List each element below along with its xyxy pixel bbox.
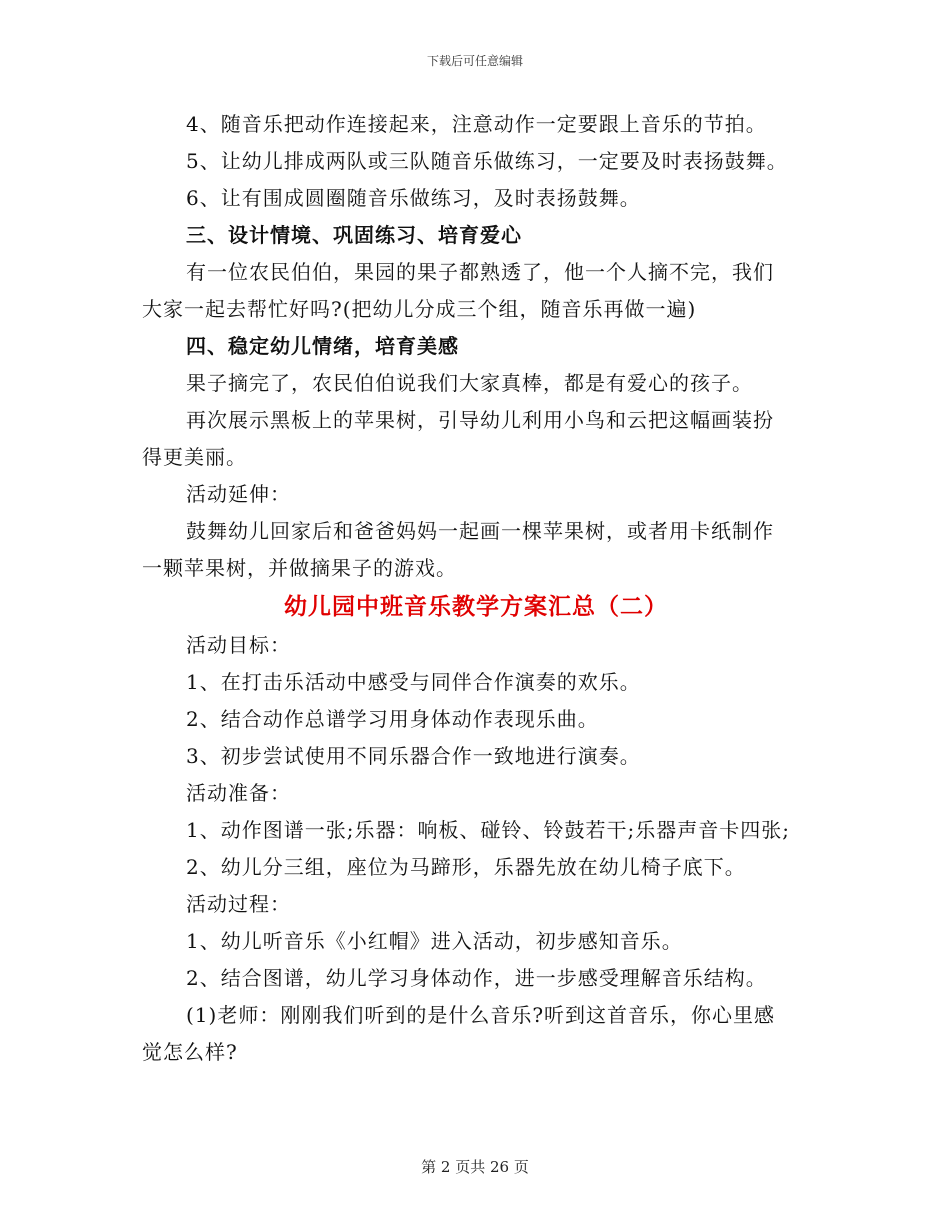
list-item: 1、动作图谱一张;乐器：响板、碰铃、铃鼓若干;乐器声音卡四张; [186, 818, 790, 842]
section-heading-4: 四、稳定幼儿情绪，培育美感 [186, 334, 459, 358]
paragraph-line: (1)老师：刚刚我们听到的是什么音乐?听到这首音乐，你心里感 [186, 1003, 776, 1027]
section-heading-3: 三、设计情境、巩固练习、培育爱心 [186, 223, 522, 247]
paragraph-line: 一颗苹果树，并做摘果子的游戏。 [142, 556, 457, 580]
paragraph-line: 再次展示黑板上的苹果树，引导幼儿利用小鸟和云把这幅画装扮 [186, 408, 774, 432]
document-body [142, 106, 810, 1071]
list-item: 6、让有围成圆圈随音乐做练习，及时表扬鼓舞。 [186, 186, 641, 210]
list-item: 5、让幼儿排成两队或三队随音乐做练习，一定要及时表扬鼓舞。 [186, 149, 788, 173]
paragraph-line: 大家一起去帮忙好吗?(把幼儿分成三个组，随音乐再做一遍) [142, 297, 697, 321]
list-item: 1、在打击乐活动中感受与同伴合作演奏的欢乐。 [186, 670, 641, 694]
activity-preparation-label: 活动准备： [186, 781, 291, 805]
list-item: 4、随音乐把动作连接起来，注意动作一定要跟上音乐的节拍。 [186, 112, 767, 136]
paragraph-line: 有一位农民伯伯，果园的果子都熟透了，他一个人摘不完，我们 [186, 260, 774, 284]
list-item: 2、幼儿分三组，座位为马蹄形，乐器先放在幼儿椅子底下。 [186, 855, 746, 879]
paragraph-line: 果子摘完了，农民伯伯说我们大家真棒，都是有爱心的孩子。 [186, 371, 753, 395]
list-item: 2、结合图谱，幼儿学习身体动作，进一步感受理解音乐结构。 [186, 966, 767, 990]
list-item: 3、初步尝试使用不同乐器合作一致地进行演奏。 [186, 744, 641, 768]
paragraph-line: 得更美丽。 [142, 445, 247, 469]
activity-extension-label: 活动延伸： [186, 482, 291, 506]
activity-goal-label: 活动目标： [186, 633, 291, 657]
paragraph-line: 觉怎么样? [142, 1040, 238, 1064]
page-footer: 第 2 页共 26 页 [421, 1158, 529, 1176]
page-header: 下载后可任意编辑 [426, 54, 523, 68]
activity-process-label: 活动过程： [186, 892, 291, 916]
list-item: 1、幼儿听音乐《小红帽》进入活动，初步感知音乐。 [186, 929, 683, 953]
list-item: 2、结合动作总谱学习用身体动作表现乐曲。 [186, 707, 599, 731]
document-title: 幼儿园中班音乐教学方案汇总（二） [284, 593, 668, 620]
paragraph-line: 鼓舞幼儿回家后和爸爸妈妈一起画一棵苹果树，或者用卡纸制作 [186, 519, 774, 543]
